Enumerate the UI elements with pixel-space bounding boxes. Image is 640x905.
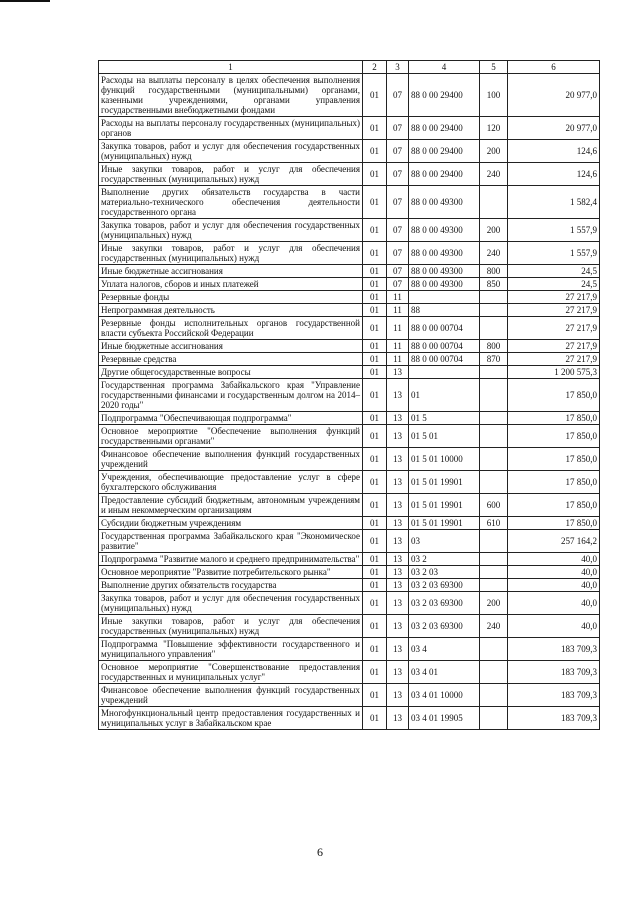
row-subsection: 13: [387, 566, 409, 579]
table-row: [99, 379, 600, 412]
row-subsection: 13: [387, 661, 409, 684]
row-subsection: 13: [387, 615, 409, 638]
row-section: 01: [363, 566, 387, 579]
row-name: Учреждения, обеспечивающие предоставление услуг в сфере бухгалтерского обслуживания: [99, 471, 363, 494]
table-row: [99, 412, 600, 425]
row-amount: 1 200 575,3: [508, 366, 600, 379]
row-subsection: 11: [387, 353, 409, 366]
row-name: Иные закупки товаров, работ и услуг для обеспечения государственных (муниципальных) нужд: [99, 242, 363, 265]
row-name: Непрограммная деятельность: [99, 304, 363, 317]
table-row: [99, 638, 600, 661]
row-target-code: 03 2 03 69300: [409, 615, 480, 638]
row-subsection: 13: [387, 707, 409, 730]
table-row: [99, 265, 600, 278]
row-section: 01: [363, 412, 387, 425]
table-row: [99, 117, 600, 140]
row-name: Выполнение других обязательств государства: [99, 579, 363, 592]
row-name: Закупка товаров, работ и услуг для обеспечения государственных (муниципальных) нужд: [99, 592, 363, 615]
col-header-6: 6: [508, 61, 600, 74]
row-amount: 40,0: [508, 566, 600, 579]
row-amount: 40,0: [508, 553, 600, 566]
row-subsection: 13: [387, 517, 409, 530]
row-expense-type: 120: [480, 117, 508, 140]
row-section: 01: [363, 684, 387, 707]
row-target-code: [409, 366, 480, 379]
row-target-code: 03 2 03: [409, 566, 480, 579]
row-amount: 40,0: [508, 579, 600, 592]
row-target-code: 03 4 01: [409, 661, 480, 684]
row-amount: 27 217,9: [508, 317, 600, 340]
row-name: Основное мероприятие "Развитие потребительского рынка": [99, 566, 363, 579]
table-row: [99, 340, 600, 353]
row-subsection: 11: [387, 317, 409, 340]
row-section: 01: [363, 471, 387, 494]
row-section: 01: [363, 242, 387, 265]
table-row: [99, 471, 600, 494]
table-row: [99, 592, 600, 615]
row-name: Закупка товаров, работ и услуг для обеспечения государственных (муниципальных) нужд: [99, 219, 363, 242]
row-subsection: 13: [387, 530, 409, 553]
table-row: [99, 566, 600, 579]
row-name: Резервные фонды: [99, 291, 363, 304]
row-expense-type: 240: [480, 163, 508, 186]
row-section: 01: [363, 353, 387, 366]
row-name: Закупка товаров, работ и услуг для обеспечения государственных (муниципальных) нужд: [99, 140, 363, 163]
row-section: 01: [363, 265, 387, 278]
row-target-code: 01 5 01 10000: [409, 448, 480, 471]
row-section: 01: [363, 553, 387, 566]
row-target-code: 03 2 03 69300: [409, 579, 480, 592]
row-subsection: 13: [387, 448, 409, 471]
table-row: [99, 517, 600, 530]
row-subsection: 13: [387, 638, 409, 661]
table-row: [99, 317, 600, 340]
row-subsection: 07: [387, 140, 409, 163]
row-name: Резервные средства: [99, 353, 363, 366]
row-target-code: 88 0 00 00704: [409, 340, 480, 353]
table-row: [99, 530, 600, 553]
row-section: 01: [363, 638, 387, 661]
row-section: 01: [363, 140, 387, 163]
row-section: 01: [363, 448, 387, 471]
row-amount: 1 582,4: [508, 186, 600, 219]
row-expense-type: 200: [480, 140, 508, 163]
row-amount: 27 217,9: [508, 304, 600, 317]
row-section: 01: [363, 186, 387, 219]
table-row: [99, 579, 600, 592]
table-row: [99, 163, 600, 186]
row-target-code: 01 5 01 19901: [409, 471, 480, 494]
row-target-code: 03: [409, 530, 480, 553]
row-name: Расходы на выплаты персоналу в целях обеспечения выполнения функций государственными (муниципальными) органами, казенными учреждениями, органами управления государственными внебюджетными фондами: [99, 74, 363, 117]
row-expense-type: [480, 317, 508, 340]
row-amount: 17 850,0: [508, 494, 600, 517]
table-row: [99, 74, 600, 117]
row-target-code: 03 4 01 19905: [409, 707, 480, 730]
table-row: [99, 219, 600, 242]
row-expense-type: [480, 379, 508, 412]
row-name: Иные закупки товаров, работ и услуг для обеспечения государственных (муниципальных) нужд: [99, 163, 363, 186]
table-row: [99, 425, 600, 448]
table-row: [99, 707, 600, 730]
row-subsection: 07: [387, 74, 409, 117]
row-target-code: 01 5 01 19901: [409, 494, 480, 517]
row-subsection: 13: [387, 579, 409, 592]
row-expense-type: [480, 638, 508, 661]
row-amount: 20 977,0: [508, 117, 600, 140]
row-name: Подпрограмма "Повышение эффективности государственного и муниципального управления": [99, 638, 363, 661]
row-target-code: 88 0 00 49300: [409, 219, 480, 242]
row-subsection: 11: [387, 304, 409, 317]
table-row: [99, 615, 600, 638]
row-subsection: 07: [387, 186, 409, 219]
col-header-1: 1: [99, 61, 363, 74]
row-section: 01: [363, 579, 387, 592]
row-name: Финансовое обеспечение выполнения функций государственных учреждений: [99, 684, 363, 707]
row-section: 01: [363, 592, 387, 615]
row-target-code: 01 5: [409, 412, 480, 425]
row-target-code: 01 5 01: [409, 425, 480, 448]
table-row: [99, 140, 600, 163]
col-header-3: 3: [387, 61, 409, 74]
row-name: Расходы на выплаты персоналу государственных (муниципальных) органов: [99, 117, 363, 140]
table-row: [99, 494, 600, 517]
row-amount: 183 709,3: [508, 661, 600, 684]
row-section: 01: [363, 163, 387, 186]
row-subsection: 13: [387, 379, 409, 412]
row-subsection: 07: [387, 163, 409, 186]
row-amount: 17 850,0: [508, 448, 600, 471]
row-expense-type: [480, 684, 508, 707]
table-body: [99, 74, 600, 730]
row-expense-type: [480, 186, 508, 219]
row-subsection: 11: [387, 340, 409, 353]
row-target-code: 88 0 00 49300: [409, 186, 480, 219]
row-expense-type: 800: [480, 265, 508, 278]
table-row: [99, 448, 600, 471]
row-target-code: 03 4: [409, 638, 480, 661]
row-subsection: 13: [387, 425, 409, 448]
table-row: [99, 366, 600, 379]
row-target-code: 88 0 00 00704: [409, 317, 480, 340]
row-expense-type: [480, 566, 508, 579]
table-row: [99, 278, 600, 291]
row-subsection: 13: [387, 553, 409, 566]
row-expense-type: 600: [480, 494, 508, 517]
row-amount: 183 709,3: [508, 684, 600, 707]
row-target-code: 03 4 01 10000: [409, 684, 480, 707]
row-section: 01: [363, 219, 387, 242]
row-amount: 17 850,0: [508, 379, 600, 412]
row-target-code: 01 5 01 19901: [409, 517, 480, 530]
row-amount: 17 850,0: [508, 471, 600, 494]
row-amount: 27 217,9: [508, 353, 600, 366]
row-section: 01: [363, 317, 387, 340]
table-row: [99, 684, 600, 707]
page-number: 6: [317, 845, 323, 859]
row-target-code: [409, 291, 480, 304]
row-target-code: 01: [409, 379, 480, 412]
row-target-code: 88 0 00 49300: [409, 278, 480, 291]
row-name: Подпрограмма "Обеспечивающая подпрограмма": [99, 412, 363, 425]
row-expense-type: [480, 553, 508, 566]
row-expense-type: [480, 304, 508, 317]
row-name: Подпрограмма "Развитие малого и среднего предпринимательства": [99, 553, 363, 566]
row-name: Финансовое обеспечение выполнения функций государственных учреждений: [99, 448, 363, 471]
row-target-code: 88 0 00 49300: [409, 242, 480, 265]
row-subsection: 07: [387, 117, 409, 140]
row-section: 01: [363, 304, 387, 317]
row-amount: 124,6: [508, 140, 600, 163]
table-row: [99, 304, 600, 317]
row-amount: 124,6: [508, 163, 600, 186]
row-amount: 40,0: [508, 615, 600, 638]
row-expense-type: 100: [480, 74, 508, 117]
row-target-code: 88 0 00 49300: [409, 265, 480, 278]
row-amount: 24,5: [508, 265, 600, 278]
row-subsection: 13: [387, 471, 409, 494]
row-amount: 17 850,0: [508, 412, 600, 425]
row-target-code: 88 0 00 29400: [409, 117, 480, 140]
row-target-code: 88 0 00 00704: [409, 353, 480, 366]
row-expense-type: [480, 291, 508, 304]
row-expense-type: 200: [480, 219, 508, 242]
row-amount: 183 709,3: [508, 638, 600, 661]
row-subsection: 07: [387, 219, 409, 242]
row-name: Выполнение других обязательств государства в части материально-технического обеспечения деятельности государственного органа: [99, 186, 363, 219]
row-name: Другие общегосударственные вопросы: [99, 366, 363, 379]
row-expense-type: [480, 366, 508, 379]
row-name: Предоставление субсидий бюджетным, автономным учреждениям и иным некоммерческим организациям: [99, 494, 363, 517]
row-expense-type: [480, 707, 508, 730]
row-expense-type: [480, 425, 508, 448]
row-expense-type: 610: [480, 517, 508, 530]
row-amount: 27 217,9: [508, 340, 600, 353]
row-target-code: 03 2 03 69300: [409, 592, 480, 615]
row-name: Субсидии бюджетным учреждениям: [99, 517, 363, 530]
row-expense-type: 240: [480, 242, 508, 265]
row-amount: 257 164,2: [508, 530, 600, 553]
row-target-code: 88: [409, 304, 480, 317]
row-name: Основное мероприятие "Совершенствование предоставления государственных и муниципальных услуг": [99, 661, 363, 684]
row-section: 01: [363, 425, 387, 448]
top-rule: [0, 0, 50, 2]
row-section: 01: [363, 74, 387, 117]
table-row: [99, 242, 600, 265]
row-name: Уплата налогов, сборов и иных платежей: [99, 278, 363, 291]
row-amount: 20 977,0: [508, 74, 600, 117]
row-section: 01: [363, 615, 387, 638]
row-expense-type: 800: [480, 340, 508, 353]
col-header-5: 5: [480, 61, 508, 74]
row-amount: 183 709,3: [508, 707, 600, 730]
row-name: Многофункциональный центр предоставления государственных и муниципальных услуг в Забайкальском крае: [99, 707, 363, 730]
row-section: 01: [363, 517, 387, 530]
row-subsection: 13: [387, 494, 409, 517]
row-target-code: 88 0 00 29400: [409, 163, 480, 186]
row-name: Государственная программа Забайкальского края "Экономическое развитие": [99, 530, 363, 553]
row-expense-type: [480, 661, 508, 684]
row-subsection: 07: [387, 265, 409, 278]
row-subsection: 13: [387, 684, 409, 707]
table-row: [99, 291, 600, 304]
row-name: Иные бюджетные ассигнования: [99, 340, 363, 353]
row-expense-type: [480, 530, 508, 553]
row-expense-type: 200: [480, 592, 508, 615]
table-row: [99, 353, 600, 366]
table-row: [99, 553, 600, 566]
row-name: Основное мероприятие "Обеспечение выполнения функций государственными органами": [99, 425, 363, 448]
table-row: [99, 661, 600, 684]
row-amount: 17 850,0: [508, 425, 600, 448]
row-section: 01: [363, 340, 387, 353]
row-name: Резервные фонды исполнительных органов государственной власти субъекта Российской Федерации: [99, 317, 363, 340]
row-subsection: 13: [387, 366, 409, 379]
row-amount: 17 850,0: [508, 517, 600, 530]
row-subsection: 07: [387, 278, 409, 291]
row-section: 01: [363, 278, 387, 291]
row-name: Иные закупки товаров, работ и услуг для обеспечения государственных (муниципальных) нужд: [99, 615, 363, 638]
row-expense-type: [480, 579, 508, 592]
row-subsection: 13: [387, 592, 409, 615]
row-expense-type: [480, 448, 508, 471]
row-amount: 1 557,9: [508, 219, 600, 242]
row-target-code: 88 0 00 29400: [409, 140, 480, 163]
row-section: 01: [363, 494, 387, 517]
row-subsection: 13: [387, 412, 409, 425]
row-target-code: 03 2: [409, 553, 480, 566]
row-subsection: 11: [387, 291, 409, 304]
row-expense-type: 870: [480, 353, 508, 366]
row-amount: 1 557,9: [508, 242, 600, 265]
col-header-2: 2: [363, 61, 387, 74]
row-amount: 40,0: [508, 592, 600, 615]
row-section: 01: [363, 291, 387, 304]
row-target-code: 88 0 00 29400: [409, 74, 480, 117]
row-section: 01: [363, 366, 387, 379]
row-section: 01: [363, 707, 387, 730]
row-section: 01: [363, 661, 387, 684]
row-section: 01: [363, 530, 387, 553]
row-section: 01: [363, 117, 387, 140]
row-section: 01: [363, 379, 387, 412]
row-name: Иные бюджетные ассигнования: [99, 265, 363, 278]
row-amount: 27 217,9: [508, 291, 600, 304]
table-row: [99, 186, 600, 219]
row-expense-type: 240: [480, 615, 508, 638]
row-name: Государственная программа Забайкальского края "Управление государственными финансами и государственным долгом на 2014–2020 годы": [99, 379, 363, 412]
table-header-row: [99, 61, 600, 74]
row-subsection: 07: [387, 242, 409, 265]
budget-table: [98, 60, 600, 730]
col-header-4: 4: [409, 61, 480, 74]
row-expense-type: 850: [480, 278, 508, 291]
row-expense-type: [480, 471, 508, 494]
row-expense-type: [480, 412, 508, 425]
row-amount: 24,5: [508, 278, 600, 291]
